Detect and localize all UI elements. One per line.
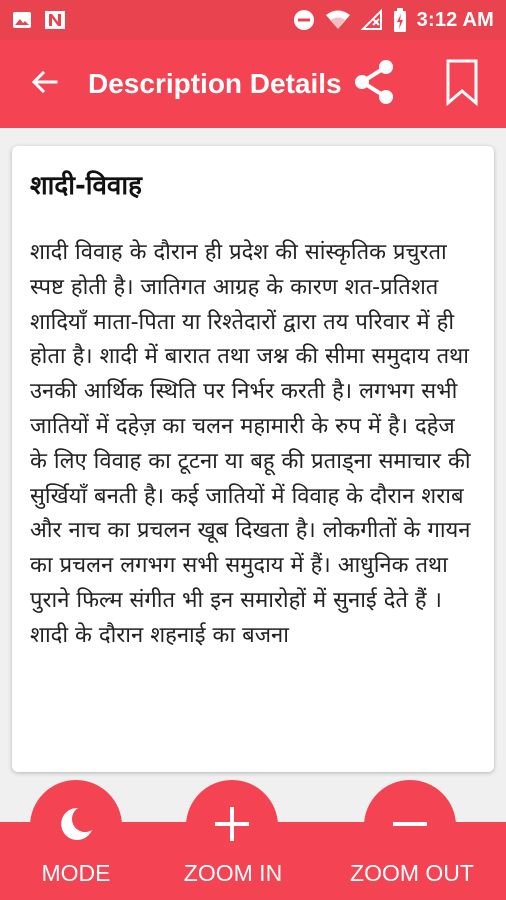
dnd-icon [293, 9, 315, 31]
mode-label[interactable]: MODE [41, 860, 111, 886]
wifi-icon [325, 10, 351, 30]
bookmark-icon [445, 58, 479, 110]
share-button[interactable] [344, 54, 404, 114]
status-left-icons [12, 10, 66, 30]
n-app-icon [44, 10, 66, 30]
status-time: 3:12 AM [416, 8, 494, 31]
bookmark-button[interactable] [432, 54, 492, 114]
app-bar [0, 40, 506, 128]
status-right-icons [293, 8, 494, 32]
minus-icon [390, 804, 430, 848]
plus-icon [212, 804, 252, 848]
zoom-in-label[interactable]: ZOOM IN [183, 860, 283, 886]
article-title: शादी-विवाह [30, 171, 142, 201]
back-button[interactable] [0, 40, 88, 128]
no-sim-icon [361, 9, 383, 31]
moon-icon [56, 804, 96, 848]
status-bar [0, 0, 506, 40]
arrow-left-icon [30, 68, 58, 100]
mode-button[interactable] [30, 780, 122, 872]
zoom-out-label[interactable]: ZOOM OUT [350, 860, 474, 886]
article-body: शादी विवाह के दौरान ही प्रदेश की सांस्कृतिक प्रचुरता स्पष्ट होती है। जातिगत आग्रह के कारण शत-प्रतिशत शादियाँ माता-पिता या रिश्तेदारों द्वारा तय परिवार में ही होता है। शादी में बारात तथा जश्न की सीमा समुदाय तथा उनकी आर्थिक स्थिति पर निर्भर करती है। लगभग सभी जातियों में दहेज़ का चलन महामारी के रुप में है। दहेज के लिए विवाह का टूटना या बहू की प्रताड्ना समाचार की सुर्खियाँ बनती है। कई जातियों में विवाह के दौरान शराब और नाच का प्रचलन खूब दिखता है। लोकगीतों के गायन का प्रचलन लगभग सभी समुदाय में हैं। आधुनिक तथा पुराने फिल्म संगीत भी इन समारोहों में सुनाई देते हैं । शादी के दौरान शहनाई का बजना [30, 240, 471, 648]
share-icon [352, 58, 396, 110]
image-icon [12, 11, 32, 29]
page-title: Description Details [88, 68, 342, 99]
battery-charging-icon [393, 8, 407, 32]
description-card[interactable] [12, 146, 494, 772]
zoom-in-button[interactable] [186, 780, 278, 872]
zoom-out-button[interactable] [364, 780, 456, 872]
